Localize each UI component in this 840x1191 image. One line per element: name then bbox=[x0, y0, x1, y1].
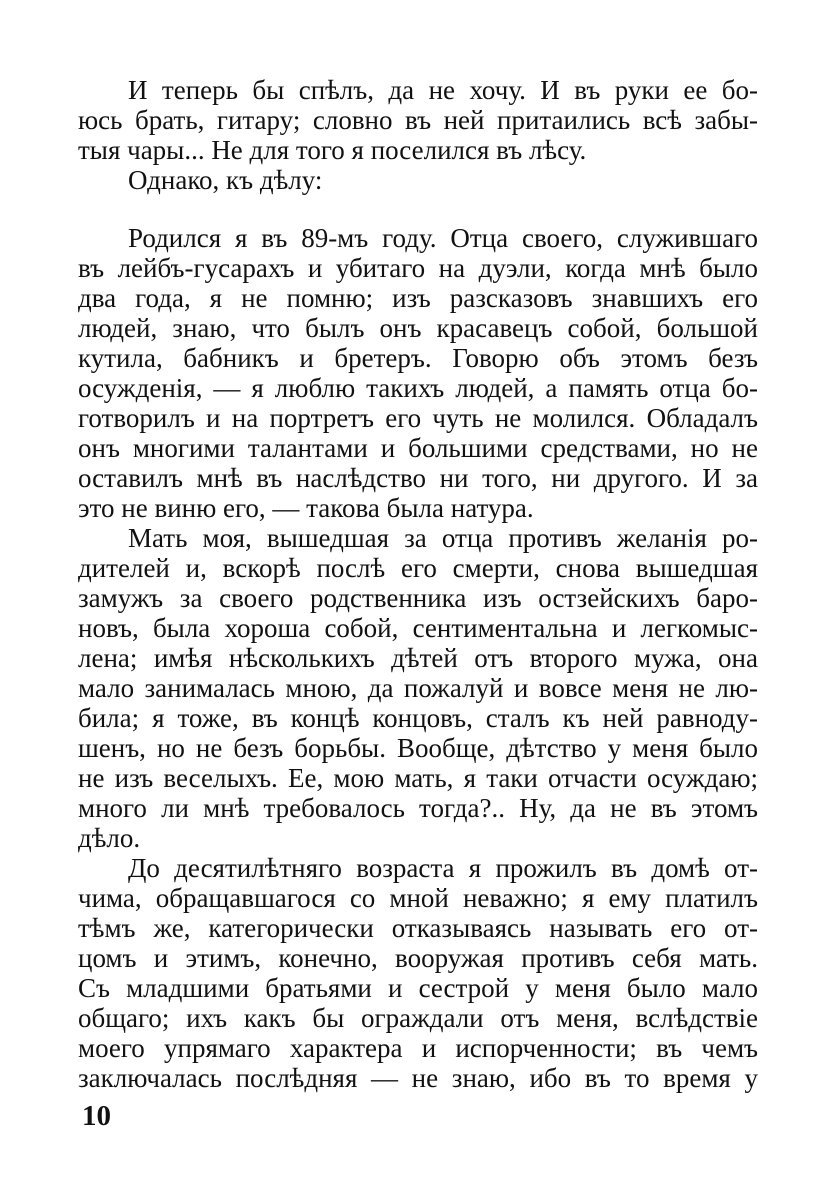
text-line: лена; имѣя нѣсколькихъ дѣтей отъ второго мужа, она bbox=[78, 643, 758, 673]
text-line: И теперь бы спѣлъ, да не хочу. И въ руки ее бо- bbox=[128, 75, 758, 105]
page-number: 10 bbox=[82, 1100, 111, 1132]
text-line: Однако, къ дѣлу: bbox=[128, 165, 323, 195]
text-line: новъ, была хороша собой, сентиментальна и легкомыс- bbox=[78, 613, 758, 643]
text-line: въ лейбъ-гусарахъ и убитаго на дуэли, когда мнѣ было bbox=[78, 253, 758, 283]
text-line: замужъ за своего родственника изъ остзейскихъ баро- bbox=[78, 583, 758, 613]
text-line: общаго; ихъ какъ бы ограждали отъ меня, вслѣдствіе bbox=[78, 1003, 758, 1033]
text-line: много ли мнѣ требовалось тогда?.. Ну, да не въ этомъ bbox=[78, 793, 758, 823]
text-line: тыя чары... Не для того я поселился въ лѣсу. bbox=[78, 135, 587, 165]
text-line: чима, обращавшагося со мной неважно; я ему платилъ bbox=[78, 883, 758, 913]
text-line: людей, знаю, что былъ онъ красавецъ собой, большой bbox=[78, 313, 758, 343]
text-line: Родился я въ 89-мъ году. Отца своего, служившаго bbox=[128, 223, 758, 253]
text-line: юсь брать, гитару; словно въ ней притаились всѣ забы- bbox=[78, 105, 758, 135]
text-line: била; я тоже, въ концѣ концовъ, сталъ къ ней равноду- bbox=[78, 703, 758, 733]
text-line: тѣмъ же, категорически отказываясь называть его от- bbox=[78, 913, 758, 943]
text-line: не изъ веселыхъ. Ее, мою мать, я таки отчасти осуждаю; bbox=[78, 763, 758, 793]
text-line: два года, я не помню; изъ разсказовъ знавшихъ его bbox=[78, 283, 758, 313]
text-line: шенъ, но не безъ борьбы. Вообще, дѣтство у меня было bbox=[78, 733, 758, 763]
text-line: моего упрямаго характера и испорченности; въ чемъ bbox=[78, 1033, 758, 1063]
text-line: кутила, бабникъ и бретеръ. Говорю объ этомъ безъ bbox=[78, 343, 758, 373]
text-line: До десятилѣтняго возраста я прожилъ въ домѣ от- bbox=[128, 853, 758, 883]
text-line: осужденія, — я люблю такихъ людей, а память отца бо- bbox=[78, 373, 758, 403]
text-line: дѣло. bbox=[78, 823, 141, 853]
text-line: цомъ и этимъ, конечно, вооружая противъ себя мать. bbox=[78, 943, 758, 973]
text-line: это не виню его, — такова была натура. bbox=[78, 493, 534, 523]
text-line: мало занималась мною, да пожалуй и вовсе меня не лю- bbox=[78, 673, 758, 703]
text-line: заключалась послѣдняя — не знаю, ибо въ то время у bbox=[78, 1063, 758, 1093]
text-line: дителей и, вскорѣ послѣ его смерти, снова вышедшая bbox=[78, 553, 758, 583]
text-line: Мать моя, вышедшая за отца противъ желанія ро- bbox=[128, 523, 758, 553]
text-line: оставилъ мнѣ въ наслѣдство ни того, ни другого. И за bbox=[78, 463, 758, 493]
text-line: онъ многими талантами и большими средствами, но не bbox=[78, 433, 758, 463]
text-line: готворилъ и на портретъ его чуть не молился. Обладалъ bbox=[78, 403, 758, 433]
text-line: Съ младшими братьями и сестрой у меня было мало bbox=[78, 973, 758, 1003]
